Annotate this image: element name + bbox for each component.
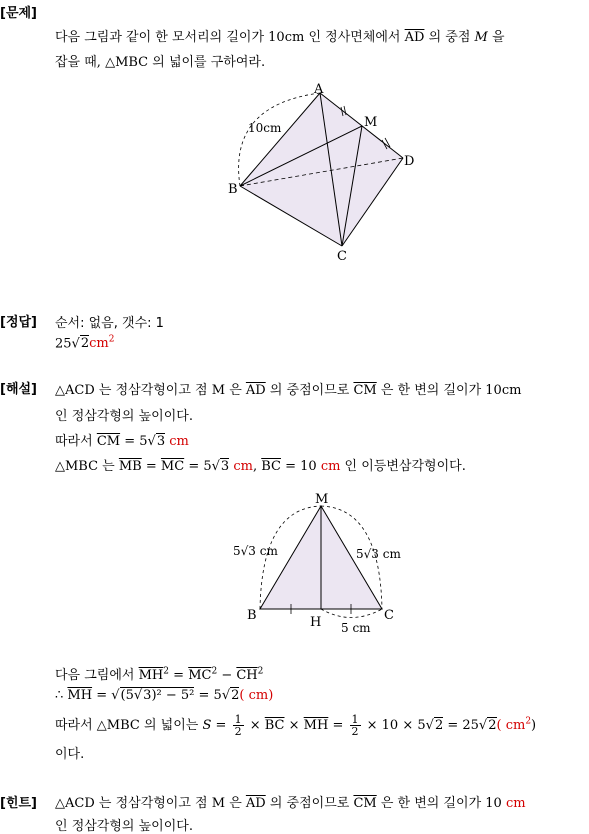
solution-line-8: 이다. (55, 747, 85, 762)
tetrahedron-figure (0, 0, 589, 280)
problem-line-2: 잡을 때, △MBC 의 넓이를 구하여라. (55, 55, 266, 70)
solution-line-2: 인 정삼각형의 높이이다. (55, 409, 193, 424)
arc-bottom (321, 609, 382, 618)
answer-value: $25√2cm^2$ (55, 335, 115, 352)
solution-line-7: 따라서 △MBC 의 넓이는 S = $\frac{1}{2}$ × $\overline{BC} \times \overline{MH}$ = $\frac{1}{2}$ × 10 × 5√2 = 25√2( $cm^2$) (55, 713, 537, 738)
label-c: C (337, 249, 347, 264)
label-bottom: 5 cm (341, 621, 371, 635)
answer-meta: 순서: 없음, 갯수: 1 (55, 316, 164, 331)
problem-line-1: 다음 그림과 같이 한 모서리의 길이가 10cm 인 정사면체에서 $\overline{AD}$ 의 중점 M 을 (55, 30, 505, 45)
solution-tag: [해설] (0, 382, 37, 397)
solution-line-4: △MBC 는 $\overline{MB} = \overline{MC} = 5√3$ cm, $\overline{BC} = 10$ cm 인 이등변삼각형이다. (55, 459, 466, 474)
solution-line-1: △ACD 는 정삼각형이고 점 M 은 $\overline{AD}$ 의 중점이므로 $\overline{CM}$ 은 한 변의 길이가 10cm (55, 383, 522, 398)
label-h: H (310, 615, 322, 630)
label-c2: C (384, 608, 394, 623)
triangle-figure (0, 480, 589, 650)
answer-tag: [정답] (0, 315, 37, 330)
label-m: M (364, 115, 378, 130)
hint-tag: [힌트] (0, 796, 37, 811)
hint-line-1: △ACD 는 정삼각형이고 점 M 은 $\overline{AD}$ 의 중점이므로 $\overline{CM}$ 은 한 변의 길이가 10 cm (55, 796, 526, 811)
label-left: 5√3 cm (233, 544, 278, 558)
label-right: 5√3 cm (356, 547, 401, 561)
label-d: D (404, 154, 415, 169)
solution-line-3: 따라서 $\overline{CM} = 5√3$ cm (55, 434, 189, 449)
label-b: B (228, 182, 238, 197)
problem-tag: [문제] (0, 6, 37, 21)
label-edge: 10cm (248, 121, 282, 135)
label-b2: B (247, 608, 257, 623)
solution-line-5: 다음 그림에서 $\overline{MH}^2 = \overline{MC}^2 - \overline{CH}^2$ (55, 666, 264, 683)
hint-line-2: 인 정삼각형의 높이이다. (55, 819, 193, 834)
solution-line-6: ∴ $\overline{MH} = √(5√3)^2 - 5^2 = 5√2$( cm) (55, 688, 274, 703)
label-a: A (314, 82, 324, 97)
label-m2: M (315, 492, 329, 507)
